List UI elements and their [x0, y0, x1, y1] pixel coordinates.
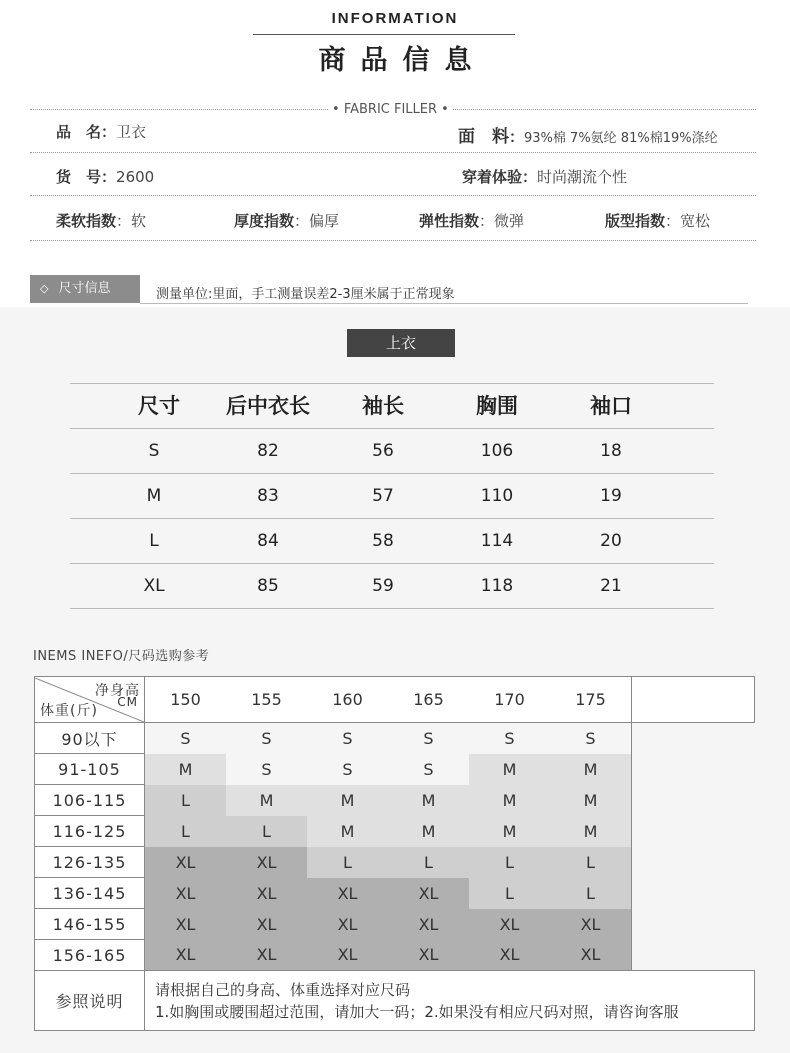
note-line: 请根据自己的身高、体重选择对应尺码 — [155, 980, 411, 999]
size-cell: S — [469, 723, 550, 754]
size-cell: L — [145, 785, 227, 816]
size-cell: S — [226, 754, 307, 785]
height-header-row — [35, 677, 755, 723]
size-cell: S — [550, 723, 632, 754]
header-cuff: 袖口 — [590, 394, 632, 418]
weight-label: 146-155 — [35, 909, 145, 940]
size-cell: M — [388, 785, 469, 816]
height-header: 150 — [145, 677, 227, 723]
cell-back-length: 83 — [257, 486, 279, 506]
cell-cuff: 21 — [600, 576, 622, 596]
size-cell: S — [388, 723, 469, 754]
size-cell: M — [550, 785, 632, 816]
info-name: 品 名：卫衣 — [56, 123, 147, 141]
info-fabric: 面 料：93%棉 7%氨纶 81%棉19%涤纶 — [458, 127, 718, 147]
fabric-filler-label: • FABRIC FILLER • — [329, 102, 452, 117]
size-cell: L — [145, 816, 227, 847]
cell-chest: 106 — [480, 441, 514, 461]
size-cell: M — [307, 816, 388, 847]
weight-label: 90以下 — [35, 723, 145, 754]
size-cell: XL — [550, 909, 632, 940]
empty-side-area — [632, 723, 755, 971]
weight-label: 106-115 — [35, 785, 145, 816]
size-cell: XL — [226, 847, 307, 878]
size-cell: XL — [388, 909, 469, 940]
info-wear: 穿着体验：时尚潮流个性 — [462, 168, 628, 186]
size-cell: L — [469, 878, 550, 909]
cell-size: M — [146, 486, 162, 506]
corner-height-label: 净身高 — [95, 682, 140, 699]
note-row — [35, 971, 755, 1031]
weight-label: 136-145 — [35, 878, 145, 909]
weight-label: 156-165 — [35, 940, 145, 971]
index-elasticity: 弹性指数：微弹 — [419, 212, 525, 230]
height-header: 170 — [469, 677, 550, 723]
height-header: 160 — [307, 677, 388, 723]
size-cell: L — [550, 878, 632, 909]
top-table-tag: 上衣 — [347, 329, 455, 357]
height-header: 175 — [550, 677, 632, 723]
size-cell: S — [226, 723, 307, 754]
cell-chest: 110 — [480, 486, 514, 506]
size-cell: XL — [145, 940, 227, 971]
info-item-number: 货 号：2600 — [56, 168, 155, 186]
dotted-divider — [30, 195, 756, 196]
size-cell: L — [388, 847, 469, 878]
size-cell: M — [388, 816, 469, 847]
size-cell: S — [145, 723, 227, 754]
table-line — [70, 428, 714, 429]
diamond-icon: ◇ — [40, 282, 49, 295]
size-cell: XL — [145, 878, 227, 909]
table-line — [70, 608, 714, 609]
size-cell: S — [307, 754, 388, 785]
size-cell: XL — [145, 847, 227, 878]
size-info-tag: ◇ 尺寸信息 — [30, 275, 140, 303]
cell-cuff: 19 — [600, 486, 622, 506]
dotted-divider — [30, 240, 756, 241]
size-info-underline — [140, 303, 748, 304]
weight-row — [35, 723, 755, 754]
corner-weight-label: 体重(斤) — [40, 702, 98, 719]
size-cell: XL — [307, 940, 388, 971]
header-chest: 胸围 — [476, 394, 518, 418]
cell-sleeve-length: 57 — [372, 486, 394, 506]
cell-back-length: 84 — [257, 531, 279, 551]
size-cell: XL — [226, 940, 307, 971]
note-line: 1.如胸围或腰围超过范围，请加大一码；2.如果没有相应尺码对照，请咨询客服 — [155, 1002, 679, 1021]
size-reference-table — [34, 676, 755, 1031]
size-cell: XL — [145, 909, 227, 940]
size-info-note: 测量单位:里面，手工测量误差2-3厘米属于正常现象 — [156, 287, 455, 302]
table-line — [70, 563, 714, 564]
size-cell: XL — [307, 909, 388, 940]
cell-size: L — [149, 531, 159, 551]
size-cell: M — [550, 754, 632, 785]
note-label: 参照说明 — [35, 971, 145, 1031]
size-cell: M — [469, 816, 550, 847]
dotted-divider — [30, 152, 756, 153]
size-cell: L — [226, 816, 307, 847]
cell-back-length: 82 — [257, 441, 279, 461]
size-reference-label: INEMS INEFO/尺码选购参考 — [33, 649, 210, 664]
size-cell: XL — [469, 909, 550, 940]
size-cell: M — [469, 754, 550, 785]
header-sleeve-length: 袖长 — [362, 394, 404, 418]
cell-chest: 118 — [480, 576, 514, 596]
height-header: 155 — [226, 677, 307, 723]
size-cell: M — [307, 785, 388, 816]
index-thickness: 厚度指数：偏厚 — [234, 212, 340, 230]
size-cell: XL — [226, 909, 307, 940]
weight-label: 126-135 — [35, 847, 145, 878]
title-chinese: 商品信息 — [318, 45, 487, 76]
size-cell: M — [550, 816, 632, 847]
weight-label: 91-105 — [35, 754, 145, 785]
size-cell: XL — [388, 940, 469, 971]
corner-unit-label: CM — [117, 694, 138, 709]
size-cell: M — [469, 785, 550, 816]
size-cell: XL — [469, 940, 550, 971]
cell-chest: 114 — [480, 531, 514, 551]
table-line — [70, 383, 714, 384]
cell-sleeve-length: 56 — [372, 441, 394, 461]
note-content — [145, 971, 755, 1031]
corner-cell — [35, 677, 145, 723]
size-cell: XL — [550, 940, 632, 971]
header-size: 尺寸 — [138, 394, 180, 418]
cell-cuff: 20 — [600, 531, 622, 551]
cell-size: XL — [143, 576, 165, 596]
height-header: 165 — [388, 677, 469, 723]
size-cell: M — [226, 785, 307, 816]
table-line — [70, 473, 714, 474]
cell-sleeve-length: 59 — [372, 576, 394, 596]
size-cell: XL — [388, 878, 469, 909]
size-cell: L — [469, 847, 550, 878]
size-cell: XL — [307, 878, 388, 909]
title-divider — [253, 34, 515, 35]
weight-label: 116-125 — [35, 816, 145, 847]
cell-cuff: 18 — [600, 441, 622, 461]
title-english: INFORMATION — [331, 10, 459, 27]
size-cell: L — [550, 847, 632, 878]
table-line — [70, 518, 714, 519]
cell-sleeve-length: 58 — [372, 531, 394, 551]
size-cell: S — [307, 723, 388, 754]
size-cell: L — [307, 847, 388, 878]
cell-size: S — [148, 441, 160, 461]
cell-back-length: 85 — [257, 576, 279, 596]
empty-header-cell — [632, 677, 755, 723]
index-softness: 柔软指数：软 — [56, 212, 147, 230]
index-fit: 版型指数：宽松 — [605, 212, 711, 230]
size-cell: S — [388, 754, 469, 785]
size-cell: M — [145, 754, 227, 785]
size-cell: XL — [226, 878, 307, 909]
header-back-length: 后中衣长 — [226, 394, 310, 418]
